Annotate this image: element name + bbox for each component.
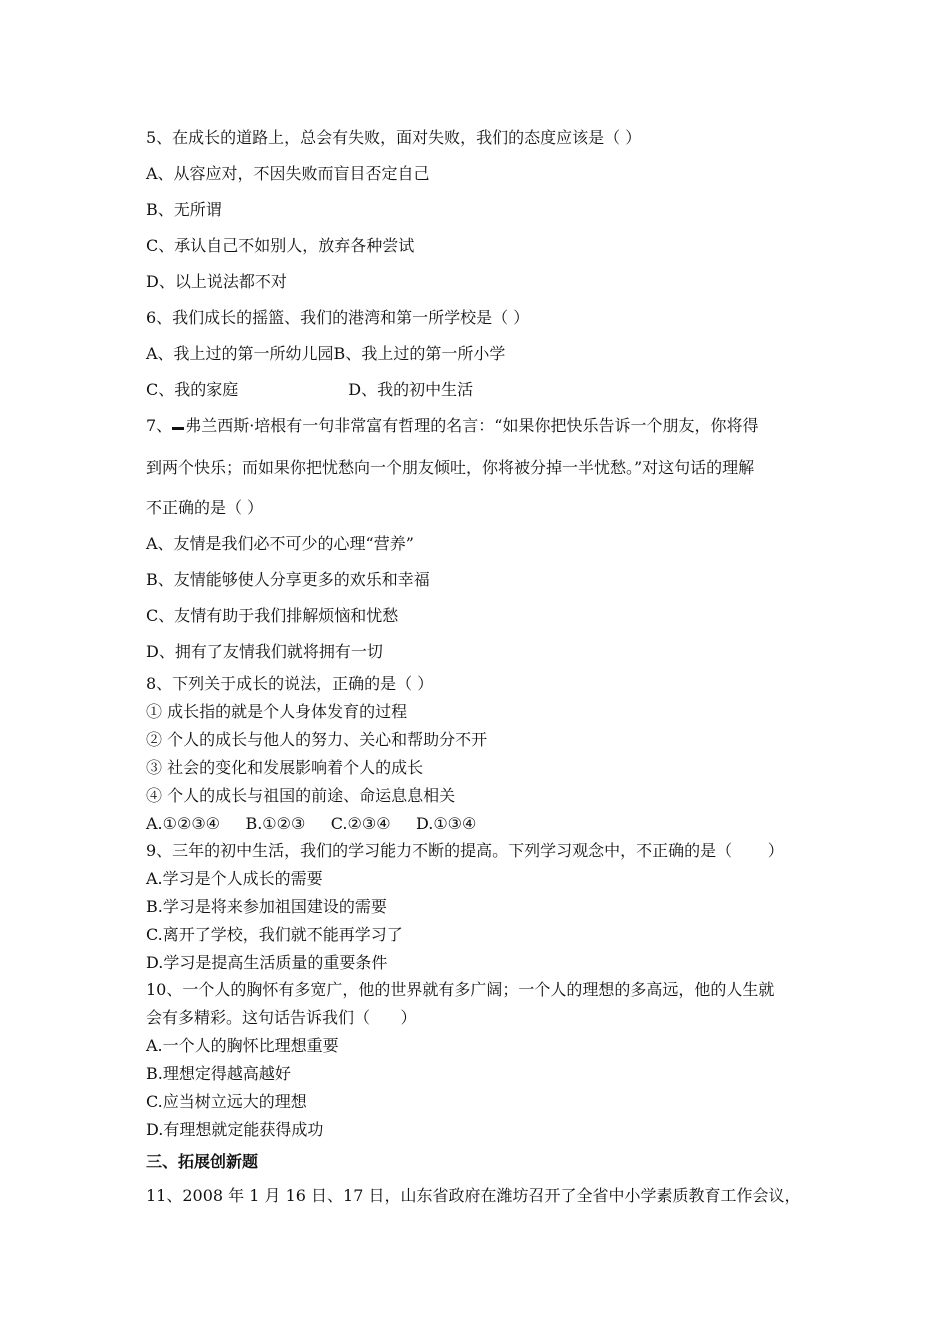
q5-option-d: D、以上说法都不对 [146, 272, 287, 291]
q8-statement-1: ① 成长指的就是个人身体发育的过程 [146, 702, 408, 721]
q7-stem-line3: 不正确的是（ ） [146, 498, 264, 517]
q10-option-a: A.一个人的胸怀比理想重要 [146, 1036, 339, 1055]
section-heading: 三、拓展创新题 [146, 1152, 259, 1171]
q7-stem-line1 [146, 416, 758, 436]
q8-stem: 8、下列关于成长的说法，正确的是（ ） [146, 674, 434, 693]
q7-option-c: C、友情有助于我们排解烦恼和忧愁 [146, 606, 399, 625]
q7-number: 7、 [146, 416, 173, 435]
q5-option-a: A、从容应对，不因失败而盲目否定自己 [146, 164, 430, 183]
q8-statement-3: ③ 社会的变化和发展影响着个人的成长 [146, 758, 424, 777]
q9-stem: 9、三年的初中生活，我们的学习能力不断的提高。下列学习观念中，不正确的是（ ） [146, 841, 784, 860]
q11-stem-line1: 11、2008 年 1 月 16 日、17 日，山东省政府在潍坊召开了全省中小学素质教育工作会议， [146, 1186, 801, 1205]
q10-option-d: D.有理想就定能获得成功 [146, 1120, 324, 1139]
q5-option-b: B、无所谓 [146, 200, 222, 219]
q7-option-b: B、友情能够使人分享更多的欢乐和幸福 [146, 570, 430, 589]
q10-option-b: B.理想定得越高越好 [146, 1064, 291, 1083]
anchor-mark-icon [172, 422, 184, 430]
q6-stem: 6、我们成长的摇篮、我们的港湾和第一所学校是（ ） [146, 308, 530, 327]
q9-option-a: A.学习是个人成长的需要 [146, 869, 323, 888]
q5-stem: 5、在成长的道路上，总会有失败，面对失败，我们的态度应该是（ ） [146, 128, 642, 147]
q6-options-cd [146, 380, 473, 400]
q10-option-c: C.应当树立远大的理想 [146, 1092, 307, 1111]
q9-option-c: C.离开了学校，我们就不能再学习了 [146, 925, 403, 944]
q6-option-ab: A、我上过的第一所幼儿园B、我上过的第一所小学 [146, 344, 506, 363]
q7-option-a: A、友情是我们必不可少的心理“营养” [146, 534, 414, 553]
q8-statement-2: ② 个人的成长与他人的努力、关心和帮助分不开 [146, 730, 488, 749]
q7-stem-line2: 到两个快乐；而如果你把忧愁向一个朋友倾吐，你将被分掉一半忧愁。”对这句话的理解 [146, 458, 755, 477]
q9-option-d: D.学习是提高生活质量的重要条件 [146, 953, 388, 972]
q7-text-line1: 弗兰西斯·培根有一句非常富有哲理的名言：“如果你把快乐告诉一个朋友，你将得 [185, 416, 759, 435]
q8-statement-4: ④ 个人的成长与祖国的前途、命运息息相关 [146, 786, 456, 805]
q5-option-c: C、承认自己不如别人，放弃各种尝试 [146, 236, 415, 255]
q10-stem-line1: 10、一个人的胸怀有多宽广，他的世界就有多广阔；一个人的理想的多高远，他的人生就 [146, 980, 775, 999]
q8-options: A.①②③④ B.①②③ C.②③④ D.①③④ [146, 814, 477, 833]
q7-option-d: D、拥有了友情我们就将拥有一切 [146, 642, 383, 661]
q10-stem-line2: 会有多精彩。这句话告诉我们（ ） [146, 1008, 417, 1027]
q9-option-b: B.学习是将来参加祖国建设的需要 [146, 897, 387, 916]
q6-option-d: D、我的初中生活 [348, 380, 474, 399]
q6-option-c: C、我的家庭 [146, 380, 239, 399]
